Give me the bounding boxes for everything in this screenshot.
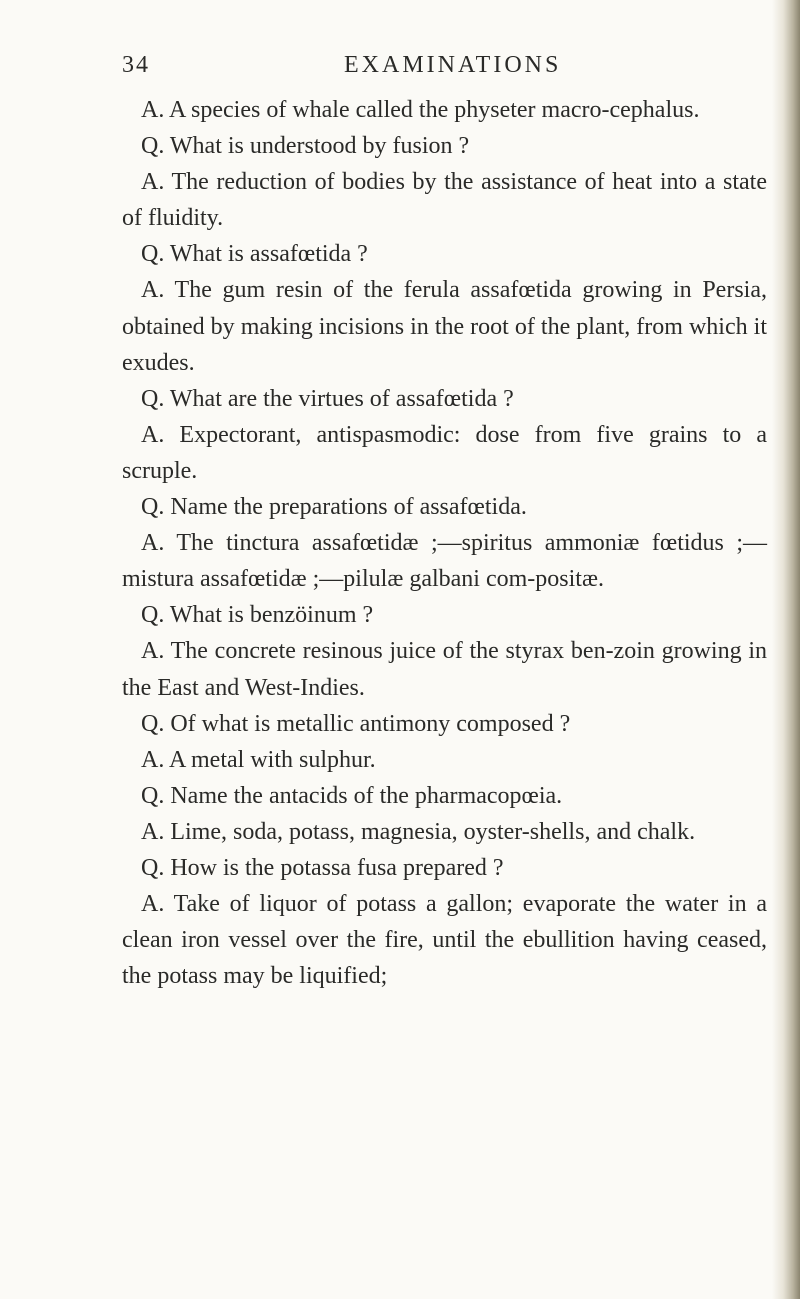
page-header: [122, 52, 762, 88]
body-text: [122, 92, 767, 994]
paragraph: A. A metal with sulphur.: [141, 746, 376, 773]
paragraph: Q. What is benzöinum ?: [141, 602, 374, 629]
paragraph: A. Take of liquor of potass a gallon; evaporate the water in a clean iron vessel over the fire, until the ebullition having ceased, the potass may be liquified;: [122, 891, 767, 990]
paragraph: Q. Name the preparations of assafœtida.: [141, 494, 527, 521]
paragraph: A. The tinctura assafœtidæ ;—spiritus ammoniæ fœtidus ;—mistura assafœtidæ ;—pilulæ galbani com-positæ.: [122, 530, 767, 593]
paragraph: A. Expectorant, antispasmodic: dose from five grains to a scruple.: [122, 421, 767, 484]
paragraph: A. The concrete resinous juice of the styrax ben-zoin growing in the East and West-Indies.: [122, 638, 767, 701]
paragraph: A. Lime, soda, potass, magnesia, oyster-shells, and chalk.: [141, 818, 696, 845]
running-head: EXAMINATIONS: [344, 52, 562, 78]
paragraph: Q. What is assafœtida ?: [141, 241, 368, 268]
page-edge-shadow: [772, 0, 800, 1299]
paragraph: Q. Of what is metallic antimony composed ?: [141, 710, 571, 737]
paragraph: Q. What is understood by fusion ?: [141, 133, 470, 160]
paragraph: Q. What are the virtues of assafœtida ?: [141, 385, 514, 412]
paragraph: Q. How is the potassa fusa prepared ?: [141, 854, 504, 881]
paragraph: A. The reduction of bodies by the assistance of heat into a state of fluidity.: [122, 169, 767, 232]
paragraph: A. A species of whale called the physeter macro-cephalus.: [141, 97, 700, 123]
page-number: 34: [122, 52, 150, 78]
paragraph: A. The gum resin of the ferula assafœtida growing in Persia, obtained by making incisions in the root of the plant, from which it exudes.: [122, 277, 767, 376]
paragraph: Q. Name the antacids of the pharmacopœia.: [141, 782, 563, 809]
